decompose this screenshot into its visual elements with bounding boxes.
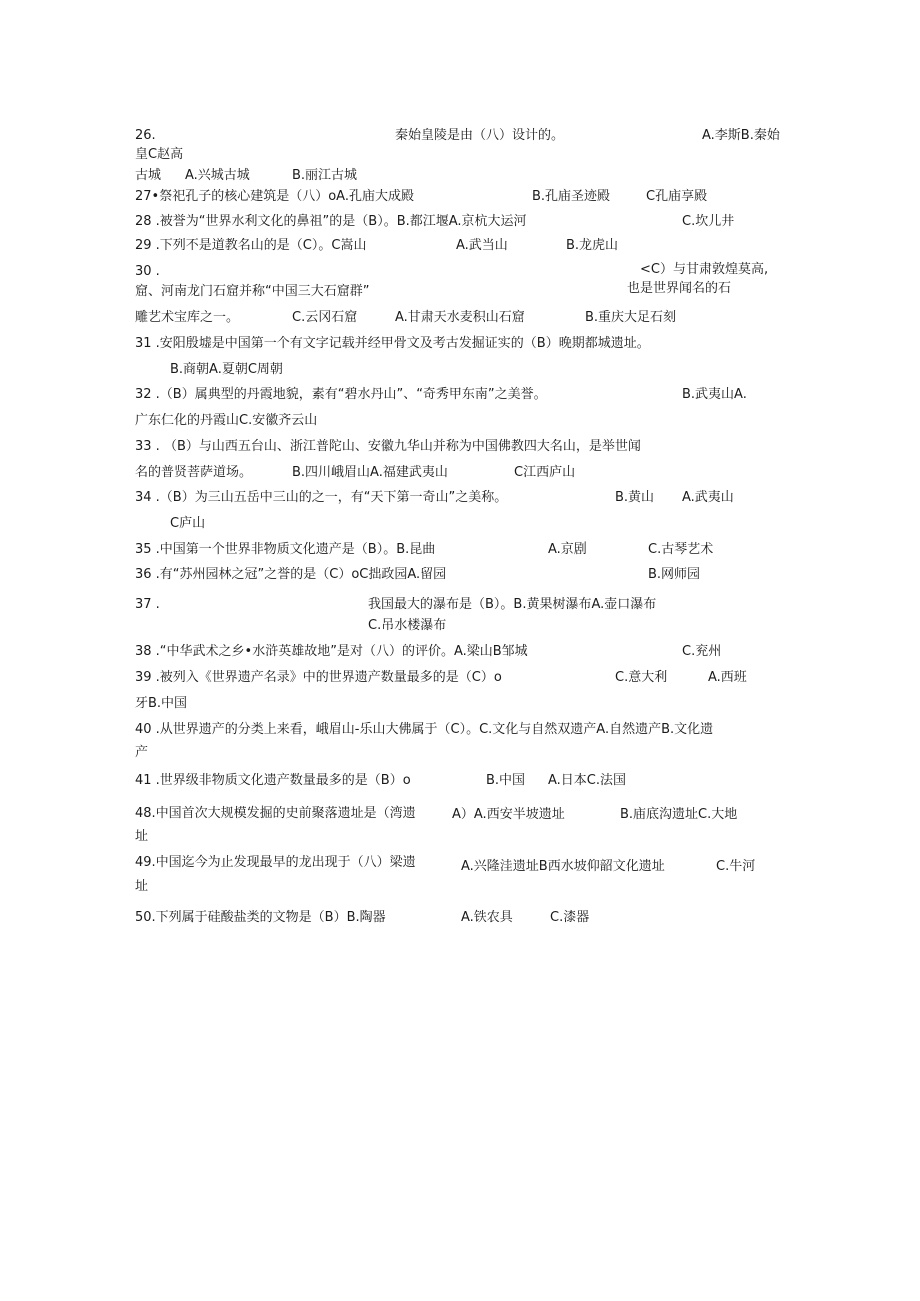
q30-option: A.甘肃天水麦积山石窟 [395, 310, 525, 325]
q50-option: C.漆器 [550, 910, 590, 925]
q30-number: 30 . [135, 264, 160, 279]
q36-question: 36 .有“苏州园林之冠”之誉的是（C）oC拙政园A.留园 [135, 567, 447, 582]
q41-question: 41 .世界级非物质文化遗产数量最多的是（B）o [135, 773, 411, 788]
q30-question-cont: 窟、河南龙门石窟并称“中国三大石窟群” [135, 284, 370, 299]
q36-option: B.网师园 [648, 567, 701, 582]
q48-question: 48.中国首次大规模发掘的史前聚落遗址是（湾遗 [135, 806, 416, 821]
q29-option: B.龙虎山 [566, 238, 619, 253]
q40-question: 40 .从世界遗产的分类上来看，峨眉山-乐山大佛属于（C）。C.文化与自然双遗产A.自然遗产B.文化遗 [135, 722, 714, 737]
q33-option: B.四川峨眉山A.福建武夷山 [292, 465, 448, 480]
q26-options: A.李斯B.秦始 [702, 128, 780, 143]
q37-question: 我国最大的瀑布是（B）。B.黄果树瀑布A.壶口瀑布 [368, 597, 657, 612]
q28-option: C.坎儿井 [682, 214, 735, 229]
q41-option: B.中国 [486, 773, 526, 788]
q31-options: B.商朝A.夏朝C周朝 [170, 362, 283, 377]
q35-option: A.京剧 [548, 542, 587, 557]
q34-option: C庐山 [170, 516, 206, 531]
q48-option: B.庙底沟遗址C.大地 [620, 807, 738, 822]
q41-option: A.日本C.法国 [548, 773, 627, 788]
q33-option: C江西庐山 [514, 465, 576, 480]
q39-options-cont: 牙B.中国 [135, 696, 188, 711]
q34-question: 34 .（B）为三山五岳中三山的之一，有“天下第一奇山”之美称。 [135, 490, 508, 505]
q49-question-cont: 址 [135, 879, 149, 894]
text-line: 古城 [135, 168, 162, 183]
q39-option: C.意大利 [615, 670, 668, 685]
q32-question: 32 .（B）属典型的丹霞地貌，素有“碧水丹山”、“奇秀甲东南”之美誉。 [135, 387, 547, 402]
q27-option: C孔庙享殿 [646, 189, 708, 204]
q50-question: 50.下列属于硅酸盐类的文物是（B）B.陶器 [135, 910, 386, 925]
q30-question-cont: 雕艺术宝库之一。 [135, 310, 240, 325]
q48-question-cont: 址 [135, 829, 149, 844]
q35-question: 35 .中国第一个世界非物质文化遗产是（B）。B.昆曲 [135, 542, 436, 557]
q31-question: 31 .安阳殷墟是中国第一个有文字记载并经甲骨文及考古发掘证实的（B）晚期都城遗址。 [135, 336, 650, 351]
q30-question-cont: 也是世界闻名的石 [627, 281, 732, 296]
q49-option: C.牛河 [716, 859, 756, 874]
q33-question-cont: 名的普贤菩萨道场。 [135, 465, 253, 480]
q30-question: <C）与甘肃敦煌莫高, [640, 262, 769, 277]
q30-option: B.重庆大足石刻 [585, 310, 677, 325]
q28-question: 28 .被誉为“世界水利文化的鼻祖”的是（B）。B.都江堰A.京杭大运河 [135, 214, 527, 229]
q39-question: 39 .被列入《世界遗产名录》中的世界遗产数量最多的是（C）o [135, 670, 502, 685]
q35-option: C.古琴艺术 [648, 542, 714, 557]
q33-question: 33 . （B）与山西五台山、浙江普陀山、安徽九华山并称为中国佛教四大名山，是举世闻 [135, 439, 641, 454]
q26-question: 秦始皇陵是由（八）设计的。 [395, 128, 565, 143]
q26-number: 26. [135, 128, 156, 143]
q50-option: A.铁农具 [461, 910, 513, 925]
q37-option: C.吊水楼瀑布 [368, 618, 447, 633]
q30-option: C.云冈石窟 [292, 310, 358, 325]
q32-option: B.武夷山A. [682, 387, 747, 402]
q48-option: A）A.西安半坡遗址 [452, 807, 565, 822]
q49-option: A.兴隆洼遗址B西水坡仰韶文化遗址 [461, 859, 665, 874]
q27-question: 27•祭祀孔子的核心建筑是（八）oA.孔庙大成殿 [135, 189, 414, 204]
q38-option: C.兖州 [682, 644, 722, 659]
text-line: B.丽江古城 [292, 168, 358, 183]
text-line: A.兴城古城 [185, 168, 250, 183]
q27-option: B.孔庙圣迹殿 [532, 189, 611, 204]
q34-option: B.黄山 [615, 490, 655, 505]
q34-option: A.武夷山 [682, 490, 734, 505]
q32-options-cont: 广东仁化的丹霞山C.安徽齐云山 [135, 413, 318, 428]
q29-question: 29 .下列不是道教名山的是（C）。C嵩山 [135, 238, 367, 253]
q49-question: 49.中国迄今为止发现最早的龙出现于（八）梁遗 [135, 855, 416, 870]
q39-option: A.西班 [708, 670, 747, 685]
q26-options-cont: 皇C赵高 [135, 147, 184, 162]
q38-question: 38 .“中华武术之乡•水浒英雄故地”是对（八）的评价。A.梁山B邹城 [135, 644, 528, 659]
q29-option: A.武当山 [456, 238, 508, 253]
q37-number: 37 . [135, 597, 160, 612]
q40-options-cont: 产 [135, 745, 149, 760]
